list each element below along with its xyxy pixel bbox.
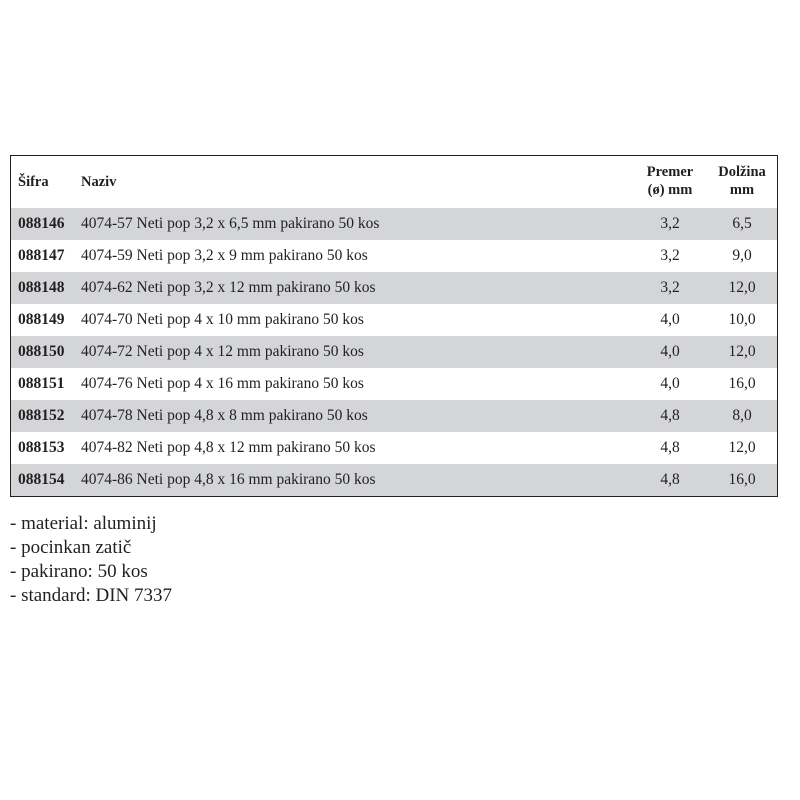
table-header bbox=[11, 156, 777, 208]
row-premer: 4,0 bbox=[660, 375, 680, 392]
row-dolzina: 12,0 bbox=[728, 439, 756, 456]
row-code: 088148 bbox=[18, 279, 65, 296]
row-premer: 4,8 bbox=[660, 407, 680, 424]
row-code: 088153 bbox=[18, 439, 65, 456]
row-name: 4074-70 Neti pop 4 x 10 mm pakirano 50 kos bbox=[81, 311, 364, 328]
note-pocinkan: - pocinkan zatič bbox=[10, 537, 132, 558]
row-dolzina: 9,0 bbox=[732, 247, 752, 264]
row-premer: 3,2 bbox=[660, 247, 680, 264]
table-row bbox=[11, 400, 777, 432]
row-premer: 4,8 bbox=[660, 439, 680, 456]
spec-notes bbox=[10, 512, 172, 608]
header-naziv: Naziv bbox=[81, 174, 117, 190]
table-row bbox=[11, 336, 777, 368]
table-row bbox=[11, 368, 777, 400]
row-name: 4074-72 Neti pop 4 x 12 mm pakirano 50 kos bbox=[81, 343, 364, 360]
header-sifra: Šifra bbox=[18, 174, 49, 190]
row-premer: 4,0 bbox=[660, 311, 680, 328]
row-code: 088152 bbox=[18, 407, 65, 424]
row-premer: 4,8 bbox=[660, 471, 680, 488]
row-code: 088154 bbox=[18, 471, 65, 488]
row-premer: 3,2 bbox=[660, 215, 680, 232]
row-code: 088147 bbox=[18, 247, 65, 264]
header-premer-line1: Premer bbox=[646, 164, 694, 180]
table-row bbox=[11, 240, 777, 272]
table-row bbox=[11, 208, 777, 240]
row-code: 088150 bbox=[18, 343, 65, 360]
header-premer bbox=[630, 163, 710, 199]
row-code: 088146 bbox=[18, 215, 65, 232]
note-material: - material: aluminij bbox=[10, 513, 157, 534]
header-dolzina bbox=[706, 163, 778, 199]
row-name: 4074-76 Neti pop 4 x 16 mm pakirano 50 kos bbox=[81, 375, 364, 392]
table-row bbox=[11, 304, 777, 336]
row-code: 088151 bbox=[18, 375, 65, 392]
row-name: 4074-82 Neti pop 4,8 x 12 mm pakirano 50 kos bbox=[81, 439, 376, 456]
row-name: 4074-86 Neti pop 4,8 x 16 mm pakirano 50 kos bbox=[81, 471, 376, 488]
row-dolzina: 6,5 bbox=[732, 215, 752, 232]
table-body bbox=[11, 208, 777, 496]
row-name: 4074-57 Neti pop 3,2 x 6,5 mm pakirano 50 kos bbox=[81, 215, 380, 232]
table-row bbox=[11, 272, 777, 304]
row-dolzina: 10,0 bbox=[728, 311, 756, 328]
row-dolzina: 8,0 bbox=[732, 407, 752, 424]
row-dolzina: 16,0 bbox=[728, 471, 756, 488]
note-pakirano: - pakirano: 50 kos bbox=[10, 561, 148, 582]
table-row bbox=[11, 432, 777, 464]
row-dolzina: 16,0 bbox=[728, 375, 756, 392]
row-name: 4074-78 Neti pop 4,8 x 8 mm pakirano 50 kos bbox=[81, 407, 368, 424]
header-dolzina-line1: Dolžina bbox=[718, 164, 766, 180]
table-row bbox=[11, 464, 777, 496]
row-name: 4074-62 Neti pop 3,2 x 12 mm pakirano 50 kos bbox=[81, 279, 376, 296]
row-dolzina: 12,0 bbox=[728, 343, 756, 360]
row-premer: 3,2 bbox=[660, 279, 680, 296]
row-code: 088149 bbox=[18, 311, 65, 328]
row-dolzina: 12,0 bbox=[728, 279, 756, 296]
row-name: 4074-59 Neti pop 3,2 x 9 mm pakirano 50 kos bbox=[81, 247, 368, 264]
product-table bbox=[10, 155, 778, 497]
header-dolzina-line2: mm bbox=[729, 182, 755, 198]
note-standard: - standard: DIN 7337 bbox=[10, 585, 172, 606]
row-premer: 4,0 bbox=[660, 343, 680, 360]
header-premer-line2: (ø) mm bbox=[647, 182, 693, 198]
